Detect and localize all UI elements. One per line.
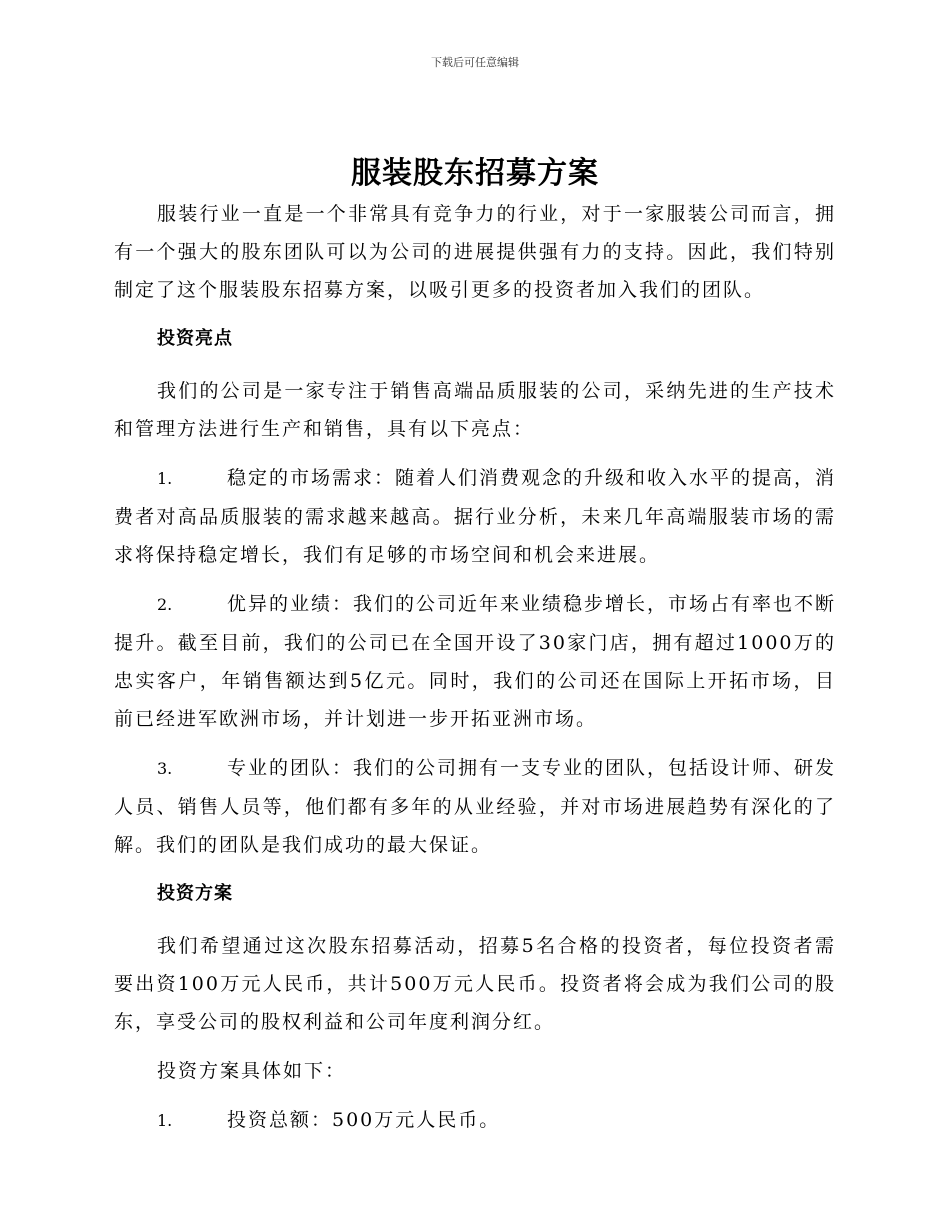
highlights-intro-paragraph: 我们的公司是一家专注于销售高端品质服装的公司，采纳先进的生产技术和管理方法进行生产和销售，具有以下亮点： bbox=[114, 380, 836, 440]
intro-paragraph: 服装行业一直是一个非常具有竞争力的行业，对于一家服装公司而言，拥有一个强大的股东团队可以为公司的进展提供强有力的支持。因此，我们特别制定了这个服装股东招募方案，以吸引更多的投资者加入我们的团队。 bbox=[114, 203, 836, 301]
list-item-number: 2. bbox=[157, 595, 173, 614]
document-body bbox=[114, 195, 836, 1151]
document-title: 服装股东招募方案 bbox=[351, 156, 599, 191]
section-heading-highlights: 投资亮点 bbox=[157, 328, 233, 349]
list-item bbox=[114, 1101, 836, 1140]
list-item bbox=[114, 585, 836, 738]
page-header-note: 下载后可任意编辑 bbox=[431, 56, 519, 69]
plan-lead-paragraph: 投资方案具体如下： bbox=[157, 1060, 347, 1082]
list-item-number: 1. bbox=[157, 469, 173, 488]
plan-intro-paragraph: 我们希望通过这次股东招募活动，招募5名合格的投资者，每位投资者需要出资100万元人民币，共计500万元人民币。投资者将会成为我们公司的股东，享受公司的股权利益和公司年度利润分红。 bbox=[114, 935, 836, 1033]
list-item-text: 稳定的市场需求：随着人们消费观念的升级和收入水平的提高，消费者对高品质服装的需求越来越高。据行业分析，未来几年高端服装市场的需求将保持稳定增长，我们有足够的市场空间和机会来进展。 bbox=[114, 467, 837, 566]
list-item-number: 3. bbox=[157, 759, 173, 778]
list-item-number: 1. bbox=[157, 1111, 173, 1130]
list-item-text: 专业的团队：我们的公司拥有一支专业的团队，包括设计师、研发人员、销售人员等，他们都有多年的从业经验，并对市场进展趋势有深化的了解。我们的团队是我们成功的最大保证。 bbox=[114, 757, 837, 856]
list-item-text: 优异的业绩：我们的公司近年来业绩稳步增长，市场占有率也不断提升。截至目前，我们的公司已在全国开设了30家门店，拥有超过1000万的忠实客户，年销售额达到5亿元。同时，我们的公司还在国际上开拓市场，目前已经进军欧洲市场，并计划进一步开拓亚洲市场。 bbox=[114, 593, 837, 730]
section-heading-plan: 投资方案 bbox=[157, 883, 233, 904]
list-item-text: 投资总额：500万元人民币。 bbox=[227, 1109, 501, 1131]
list-item bbox=[114, 749, 836, 864]
list-item bbox=[114, 459, 836, 574]
